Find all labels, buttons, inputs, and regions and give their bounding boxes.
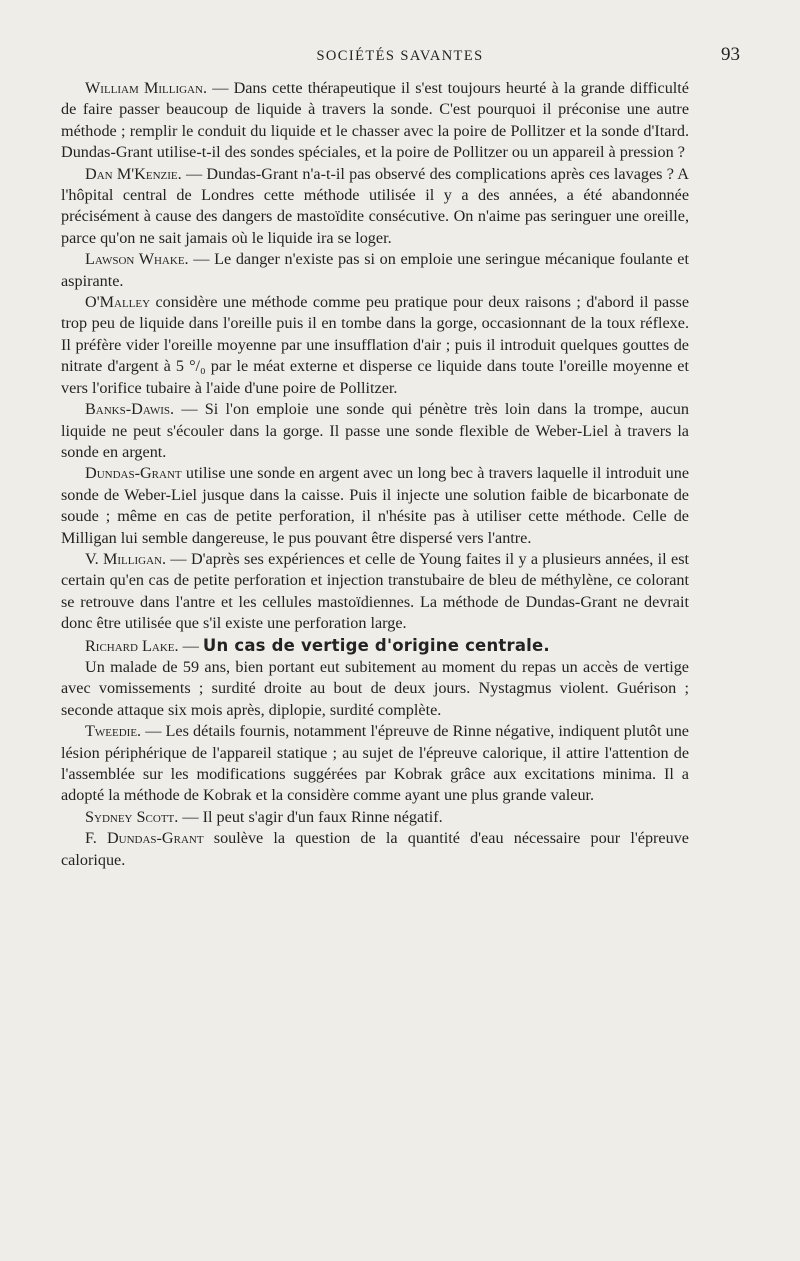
running-title: SOCIÉTÉS SAVANTES [316, 48, 484, 64]
speaker-name: V. Milligan. [85, 549, 167, 568]
speaker-name: F. Dundas-Grant [85, 829, 204, 848]
paragraph-text: — D'après ses expériences et celle de Young faites il y a plusieurs années, il est certain qu'en cas de petite perforation et injection transtubaire de bleu de méthylène, ce colorant se retrouve dans l'antre et les cellules mastoïdiennes. La méthode de Dundas-Grant ne devrait donc être utilisée que s'il existe une perforation large. [61, 549, 689, 633]
paragraph [61, 828, 689, 871]
speaker-name: O'Malley [85, 293, 151, 312]
paragraph [61, 807, 689, 828]
section-title: Un cas de vertige d'origine centrale. [202, 635, 550, 655]
speaker-name: Tweedie. [85, 722, 142, 741]
paragraph [61, 463, 689, 549]
section-author: Richard Lake. [85, 636, 179, 655]
speaker-name: Sydney Scott. [85, 807, 179, 826]
paragraph [61, 164, 689, 250]
speaker-name: Lawson Whake. [85, 250, 189, 269]
paragraph-text: considère une méthode comme peu pratique pour deux raisons ; d'abord il passe trop peu de liquide dans l'oreille puis il en tombe dans la gorge, occasionnant de la toux réflexe. Il préfère vider l'oreille moyenne par une insufflation d'air ; puis il introduit quelques gouttes de nitrate d'argent à 5 °/₀ par le méat externe et disperse ce liquide dans toute l'oreille moyenne et vers l'orifice tubaire à l'aide d'une poire de Pollitzer. [61, 293, 689, 397]
section-heading [61, 635, 689, 657]
speaker-name: Dan M'Kenzie. [85, 164, 182, 183]
paragraph-text: — Les détails fournis, notamment l'épreuve de Rinne négative, indiquent plutôt une lésion périphérique de l'appareil statique ; au sujet de l'épreuve calorique, il attire l'attention de l'assemblée sur les modifications suggérées par Kobrak grâce aux excitations minima. Il a adopté la méthode de Kobrak et la considère comme ayant une plus grande valeur. [61, 722, 689, 805]
paragraph-text: utilise une sonde en argent avec un long bec à travers laquelle il introduit une sonde de Weber-Liel jusque dans la caisse. Puis il injecte une solution faible de bicarbonate de soude ; même en cas de petite perforation, il n'hésite pas à utiliser cette méthode. Celle de Milligan lui semble dangereuse, le pus pouvant être dispersé vers l'antre. [61, 464, 689, 547]
body-text [61, 78, 689, 871]
paragraph-text: — Le danger n'existe pas si on emploie une seringue mécanique foulante et aspirante. [61, 250, 689, 290]
paragraph-text: soulève la question de la quantité d'eau nécessaire pour l'épreuve calorique. [61, 829, 689, 869]
paragraph [61, 721, 689, 807]
paragraph [61, 549, 689, 635]
speaker-name: William Milligan. [85, 79, 207, 97]
page-number: 93 [721, 44, 740, 65]
paragraph-text: — Si l'on emploie une sonde qui pénètre très loin dans la trompe, aucun liquide ne peut s'écouler dans la gorge. Il passe une sonde flexible de Weber-Liel à travers la sonde en argent. [61, 400, 689, 461]
speaker-name: Banks-Dawis. [85, 400, 175, 419]
paragraph [61, 399, 689, 463]
paragraph [61, 657, 689, 721]
section-dash: — [178, 636, 203, 655]
running-head [60, 44, 740, 70]
paragraph [61, 78, 689, 164]
speaker-name: Dundas-Grant [85, 464, 182, 483]
paragraph-text: Un malade de 59 ans, bien portant eut subitement au moment du repas un accès de vertige avec vomissements ; surdité droite au bout de deux jours. Nystagmus violent. Guérison ; seconde attaque six mois après, diplopie, surdité complète. [61, 657, 689, 719]
paragraph [61, 249, 689, 292]
paragraph-text: — Dans cette thérapeutique il s'est toujours heurté à la grande difficulté de faire passer beaucoup de liquide à travers la sonde. C'est pourquoi il préconise une autre méthode ; remplir le conduit du liquide et le chasser avec la poire de Pollitzer et la sonde d'Itard. Dundas-Grant utilise-t-il des sondes spéciales, et la poire de Pollitzer ou un appareil à pression ? [61, 79, 689, 162]
paragraph-text: — Dundas-Grant n'a-t-il pas observé des complications après ces lavages ? A l'hôpital central de Londres cette méthode utilisée il y a des années, a été abandonnée précisément à cause des dangers de mastoïdite consécutive. On n'aime pas seringuer une oreille, parce qu'on ne sait jamais où le liquide ira se loger. [61, 164, 689, 247]
paragraph [61, 292, 689, 399]
paragraph-text: — Il peut s'agir d'un faux Rinne négatif. [178, 807, 443, 826]
